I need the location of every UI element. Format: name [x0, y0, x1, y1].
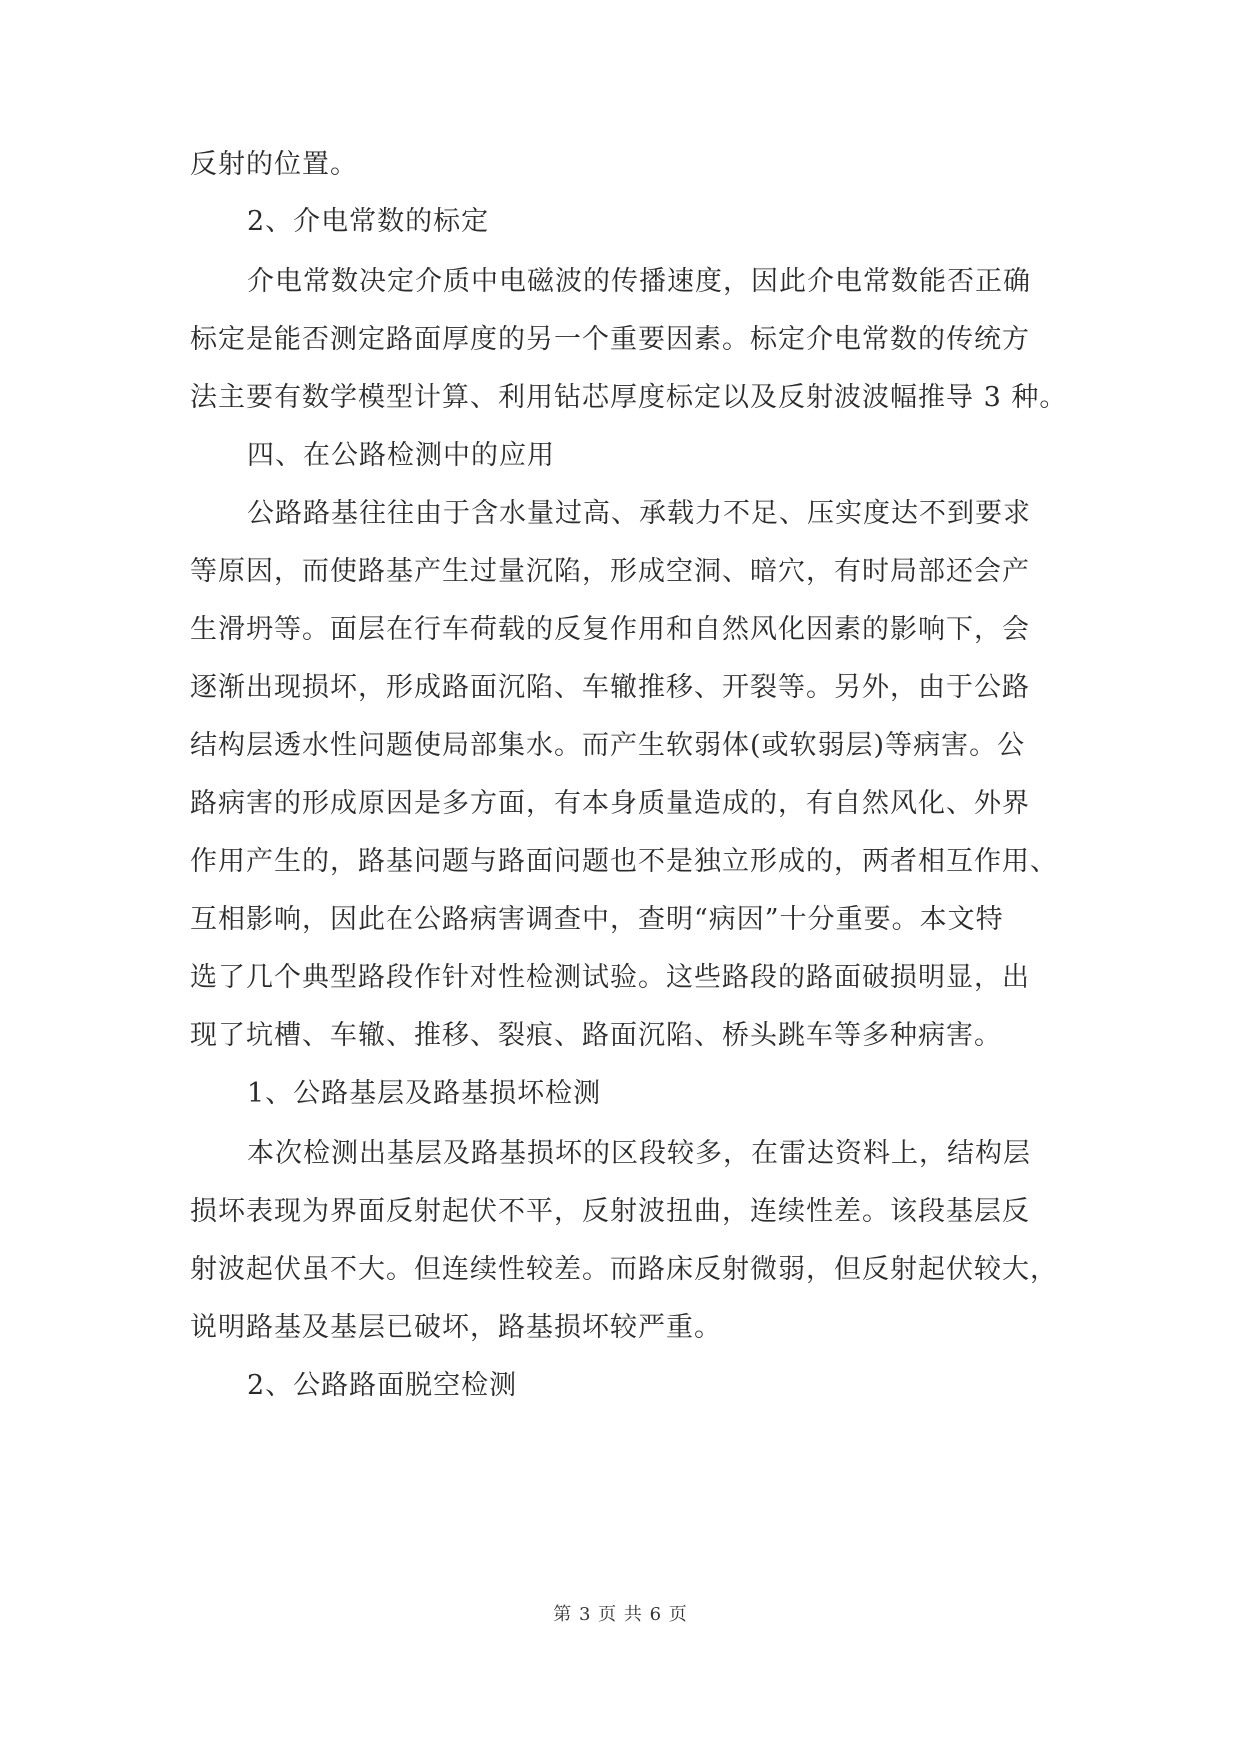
- paragraph-line: 本次检测出基层及路基损坏的区段较多，在雷达资料上，结构层: [247, 1138, 1031, 1169]
- section-heading: 1、公路基层及路基损坏检测: [247, 1078, 602, 1109]
- section-heading: 四、在公路检测中的应用: [247, 440, 555, 471]
- paragraph-line: 路病害的形成原因是多方面，有本身质量造成的，有自然风化、外界: [190, 788, 1030, 819]
- paragraph-line: 反射的位置。: [190, 149, 358, 180]
- section-heading: 2、公路路面脱空检测: [247, 1370, 518, 1401]
- paragraph-line: 标定是能否测定路面厚度的另一个重要因素。标定介电常数的传统方: [190, 324, 1030, 355]
- paragraph-line: 等原因，而使路基产生过量沉陷，形成空洞、暗穴，有时局部还会产: [190, 556, 1030, 587]
- paragraph-line: 结构层透水性问题使局部集水。而产生软弱体(或软弱层)等病害。公: [190, 730, 1026, 761]
- paragraph-line: 损坏表现为界面反射起伏不平，反射波扭曲，连续性差。该段基层反: [190, 1196, 1030, 1227]
- section-heading: 2、介电常数的标定: [247, 206, 490, 237]
- paragraph-line: 逐渐出现损坏，形成路面沉陷、车辙推移、开裂等。另外，由于公路: [190, 672, 1030, 703]
- paragraph-line: 现了坑槽、车辙、推移、裂痕、路面沉陷、桥头跳车等多种病害。: [190, 1020, 1002, 1051]
- paragraph-line: 介电常数决定介质中电磁波的传播速度，因此介电常数能否正确: [247, 266, 1031, 297]
- paragraph-line: 作用产生的，路基问题与路面问题也不是独立形成的，两者相互作用、: [190, 846, 1058, 877]
- paragraph-line: 互相影响，因此在公路病害调查中，查明“病因”十分重要。本文特: [190, 904, 1004, 935]
- paragraph-line: 生滑坍等。面层在行车荷载的反复作用和自然风化因素的影响下，会: [190, 614, 1030, 645]
- paragraph-line: 选了几个典型路段作针对性检测试验。这些路段的路面破损明显，出: [190, 962, 1030, 993]
- paragraph-line: 公路路基往往由于含水量过高、承载力不足、压实度达不到要求: [247, 498, 1031, 529]
- page-number-footer: 第 3 页 共 6 页: [553, 1604, 688, 1625]
- paragraph-line: 说明路基及基层已破坏，路基损坏较严重。: [190, 1312, 722, 1343]
- paragraph-line: 法主要有数学模型计算、利用钻芯厚度标定以及反射波波幅推导 3 种。: [190, 382, 1068, 413]
- paragraph-line: 射波起伏虽不大。但连续性较差。而路床反射微弱，但反射起伏较大，: [190, 1254, 1058, 1285]
